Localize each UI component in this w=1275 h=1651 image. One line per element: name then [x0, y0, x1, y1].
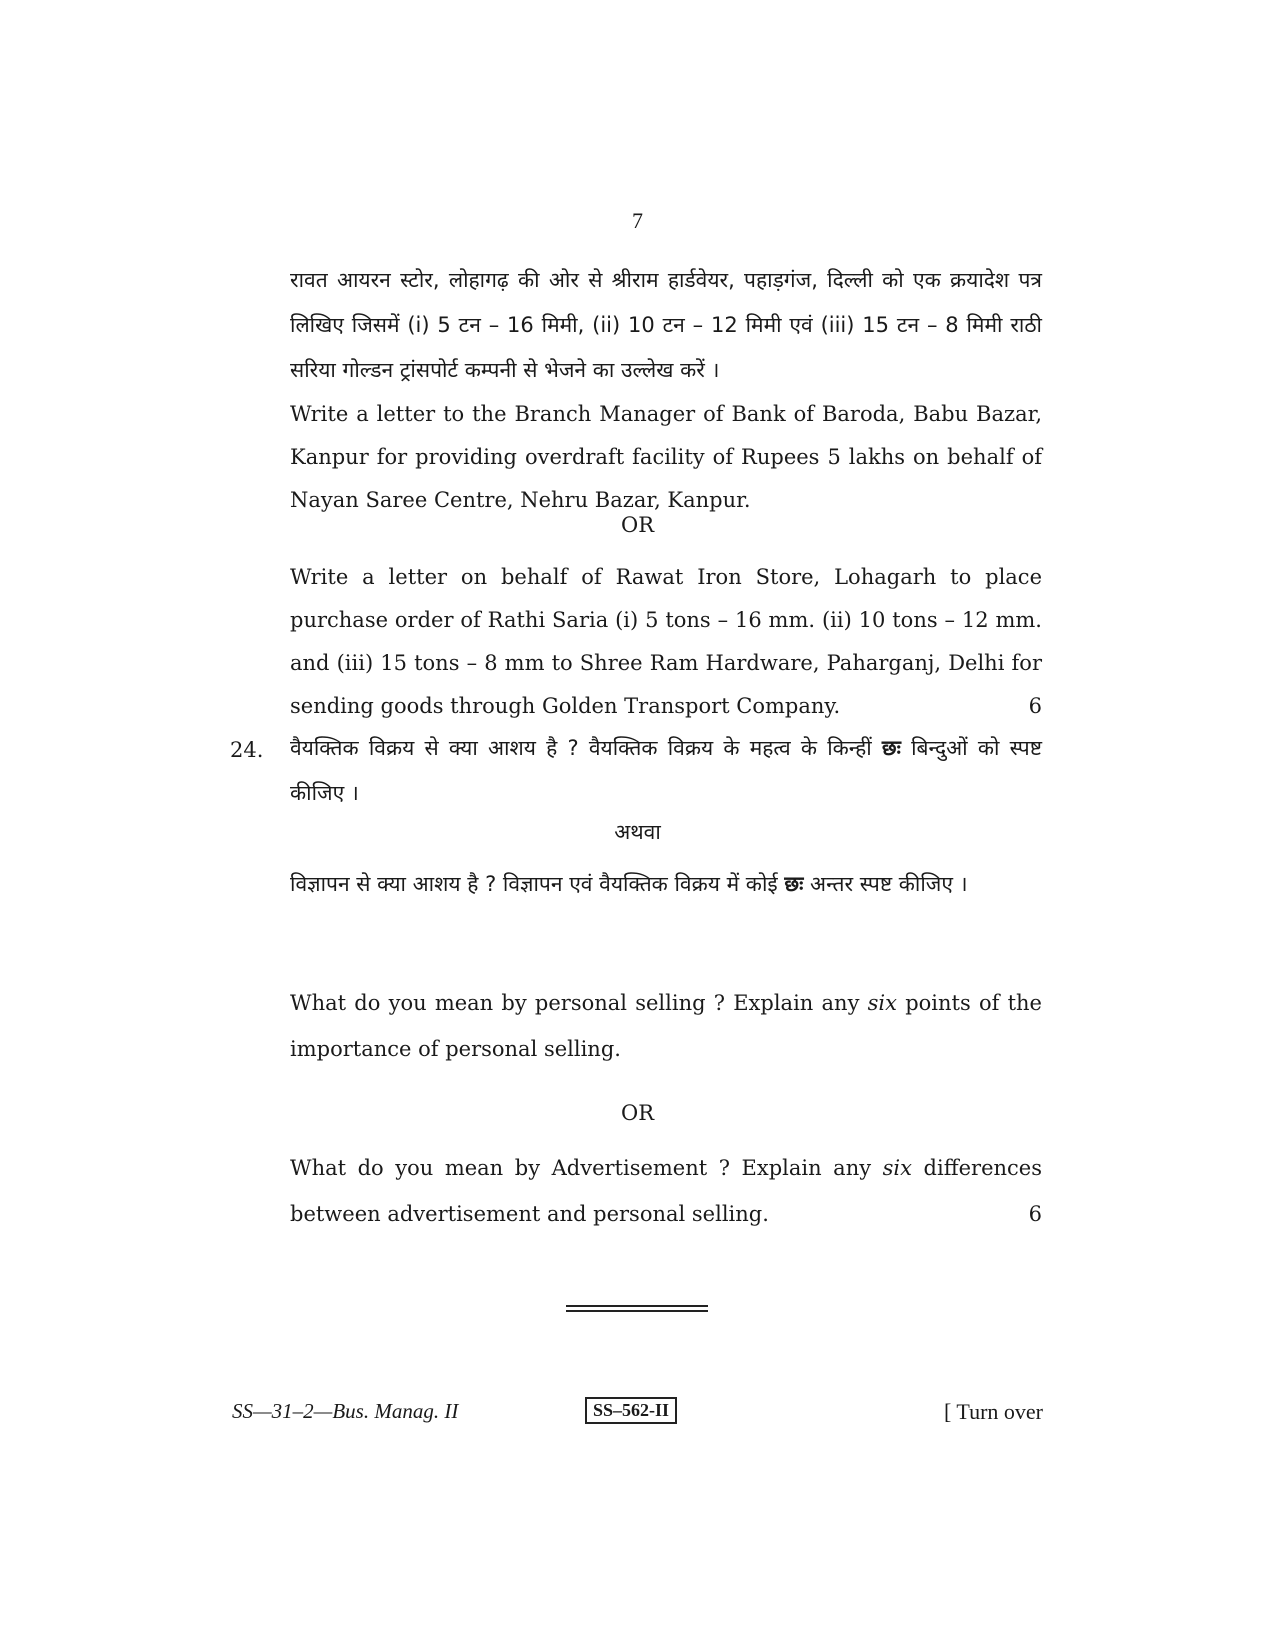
q24-hindi-a-post: बिन्दुओं को स्पष्ट कीजिए ।: [290, 736, 1042, 805]
q24-or-separator: OR: [620, 1101, 655, 1125]
q24-marks: 6: [1028, 1202, 1042, 1226]
q24-english-b-post: differences between advertisement and personal selling.: [290, 1156, 1042, 1226]
q24-english-a-italic: six: [867, 991, 897, 1015]
q24-english-a-pre: What do you mean by personal selling ? Explain any: [290, 991, 868, 1015]
footer-paper-code: SS—31–2—Bus. Manag. II: [232, 1399, 459, 1423]
q24-english-b-italic: six: [882, 1156, 912, 1180]
q24-hindi-b-post: अन्तर स्पष्ट कीजिए ।: [803, 872, 968, 896]
footer-turn-over: [ Turn over: [943, 1399, 1043, 1424]
end-rule-top: [566, 1305, 708, 1307]
end-rule-bottom: [566, 1310, 708, 1312]
q24-hindi-option-b: [290, 862, 1042, 907]
q24-english-option-b: [290, 1145, 1042, 1237]
q24-athva-separator: अथवा: [614, 820, 661, 844]
q23-hindi-text: रावत आयरन स्टोर, लोहागढ़ की ओर से श्रीराम हार्डवेयर, पहाड़गंज, दिल्ली को एक क्रयादेश पत्र लिखिए जिसमें (i) 5 टन – 16 मिमी, (ii) 10 टन – 12 मिमी एवं (iii) 15 टन – 8 मिमी राठी सरिया गोल्डन ट्रांसपोर्ट कम्पनी से भेजने का उल्लेख करें ।: [290, 268, 1042, 382]
q23-english-option-b-text: Write a letter on behalf of Rawat Iron Store, Lohagarh to place purchase order of Rathi Saria (i) 5 tons – 16 mm. (ii) 10 tons – 12 mm. and (iii) 15 tons – 8 mm to Shree Ram Hardware, Paharganj, Delhi for sending goods through Golden Transport Company.: [290, 565, 1042, 718]
q24-english-b-pre: What do you mean by Advertisement ? Explain any: [290, 1156, 883, 1180]
q24-english-a-post: points of the importance of personal selling.: [290, 991, 1042, 1061]
footer-series-code-box: SS–562-II: [585, 1397, 677, 1424]
q24-hindi-b-bold: छः: [784, 872, 804, 896]
q24-hindi-b-pre: विज्ञापन से क्या आशय है ? विज्ञापन एवं वैयक्तिक विक्रय में कोई: [290, 872, 785, 896]
q23-marks: 6: [1028, 694, 1042, 718]
q24-number: 24.: [230, 738, 264, 762]
q24-english-option-a: [290, 980, 1042, 1072]
q24-hindi-a-bold: छः: [881, 736, 901, 760]
q23-english-option-a: Write a letter to the Branch Manager of Bank of Baroda, Babu Bazar, Kanpur for providing overdraft facility of Rupees 5 lakhs on behalf of Nayan Saree Centre, Nehru Bazar, Kanpur.: [290, 402, 1042, 512]
page-number: 7: [632, 208, 643, 233]
q24-hindi-option-a: [290, 726, 1042, 816]
q23-english-option-b: [290, 556, 1042, 728]
q24-hindi-a-pre: वैयक्तिक विक्रय से क्या आशय है ? वैयक्तिक विक्रय के महत्व के किन्हीं: [290, 736, 882, 760]
q23-or-separator: OR: [620, 513, 655, 537]
